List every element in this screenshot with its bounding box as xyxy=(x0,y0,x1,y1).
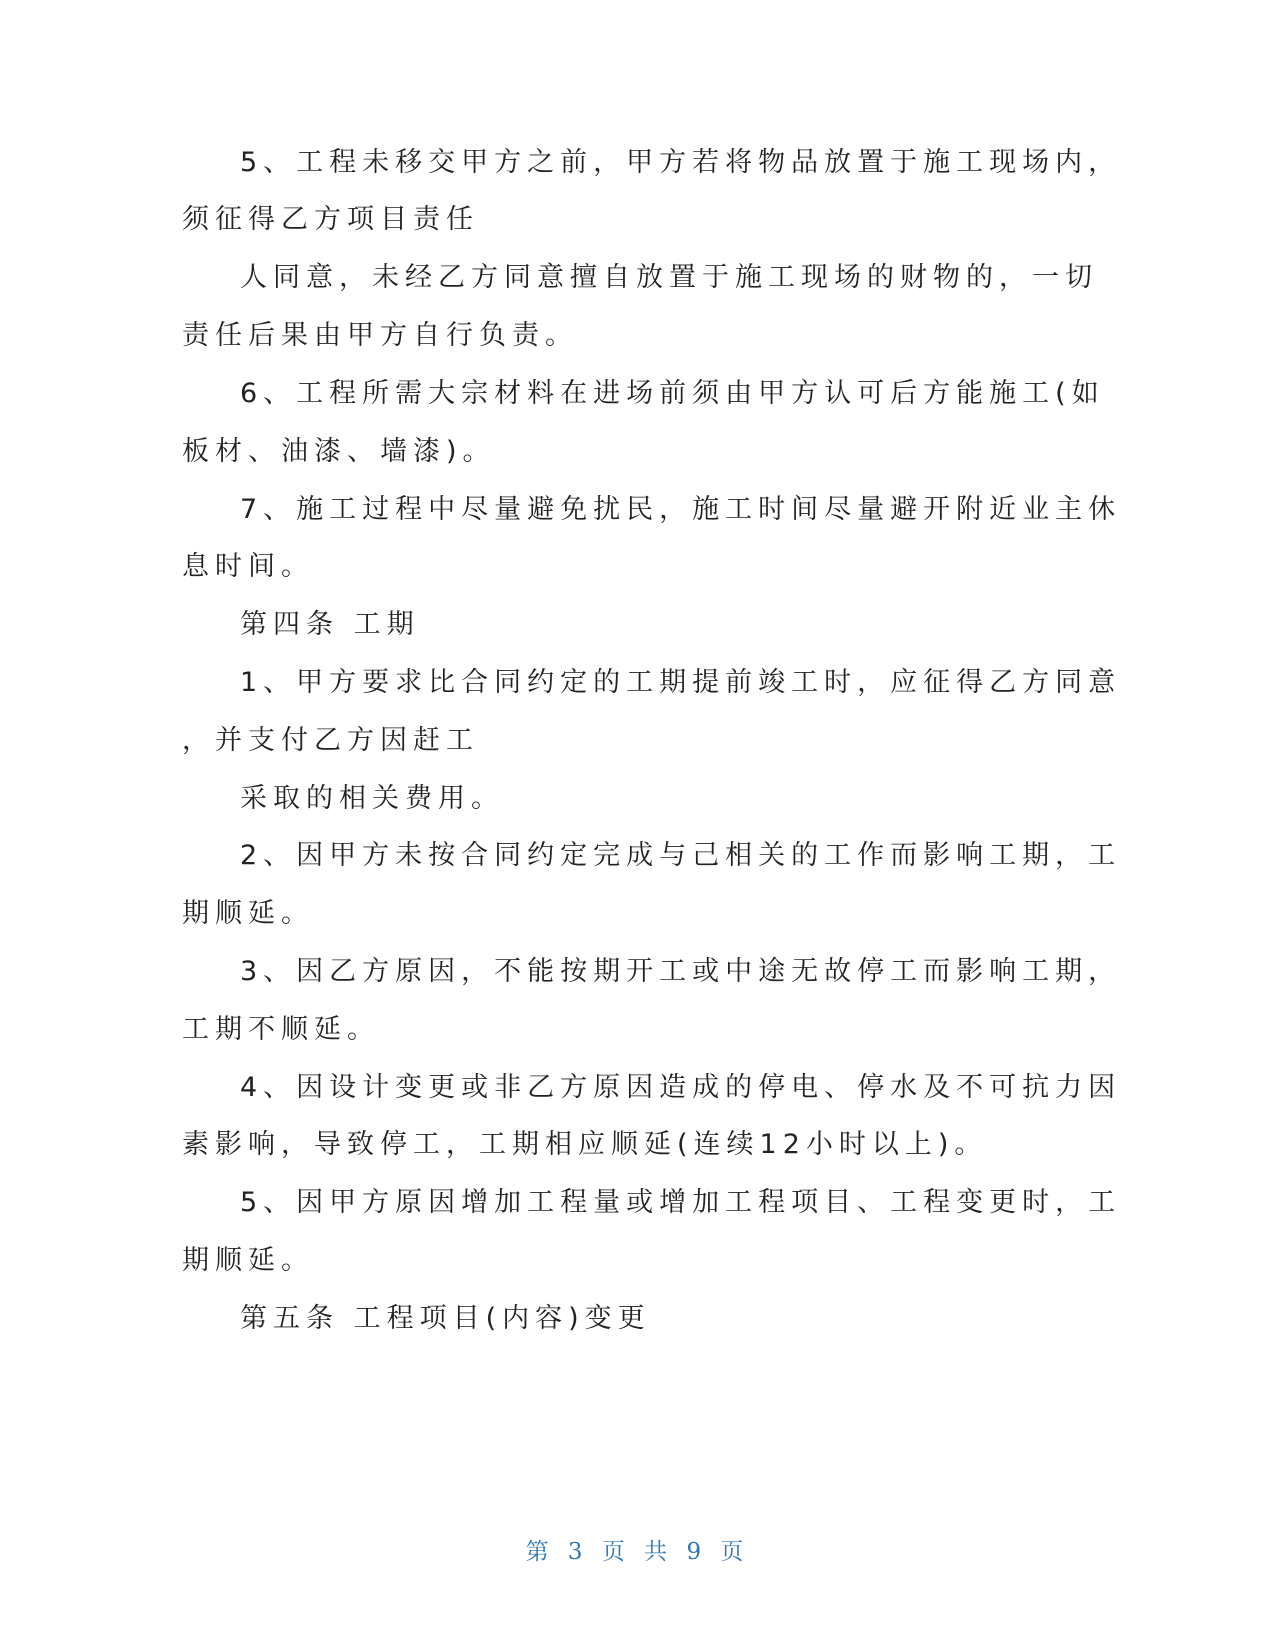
text-line: 素影响，导致停工，工期相应顺延(连续12小时以上)。 xyxy=(182,1129,988,1160)
text-line: 3、因乙方原因，不能按期开工或中途无故停工而影响工期， xyxy=(240,956,1122,987)
text-line: 责任后果由甲方自行负责。 xyxy=(182,320,578,351)
text-line: 期顺延。 xyxy=(182,1245,314,1276)
section-heading: 第四条 工期 xyxy=(240,609,420,640)
text-line: 7、施工过程中尽量避免扰民，施工时间尽量避开附近业主休 xyxy=(240,494,1122,525)
text-line: 须征得乙方项目责任 xyxy=(182,204,479,235)
text-line: 工期不顺延。 xyxy=(182,1014,380,1045)
text-line: 期顺延。 xyxy=(182,898,314,929)
text-line: 人同意，未经乙方同意擅自放置于施工现场的财物的，一切 xyxy=(240,262,1098,293)
text-line: 5、工程未移交甲方之前，甲方若将物品放置于施工现场内， xyxy=(240,147,1122,178)
text-line: 采取的相关费用。 xyxy=(240,783,504,814)
text-line: 2、因甲方未按合同约定完成与己相关的工作而影响工期，工 xyxy=(240,840,1122,871)
text-line: 6、工程所需大宗材料在进场前须由甲方认可后方能施工(如 xyxy=(240,378,1105,409)
page-number-footer: 第 3 页 共 9 页 xyxy=(525,1539,750,1565)
text-line: 5、因甲方原因增加工程量或增加工程项目、工程变更时，工 xyxy=(240,1187,1122,1218)
text-line: 4、因设计变更或非乙方原因造成的停电、停水及不可抗力因 xyxy=(240,1072,1122,1103)
text-line: 息时间。 xyxy=(182,551,314,582)
text-line: 1、甲方要求比合同约定的工期提前竣工时，应征得乙方同意 xyxy=(240,667,1122,698)
text-line: 板材、油漆、墙漆)。 xyxy=(182,436,496,467)
text-line: ，并支付乙方因赶工 xyxy=(182,725,479,756)
section-heading: 第五条 工程项目(内容)变更 xyxy=(240,1303,651,1334)
